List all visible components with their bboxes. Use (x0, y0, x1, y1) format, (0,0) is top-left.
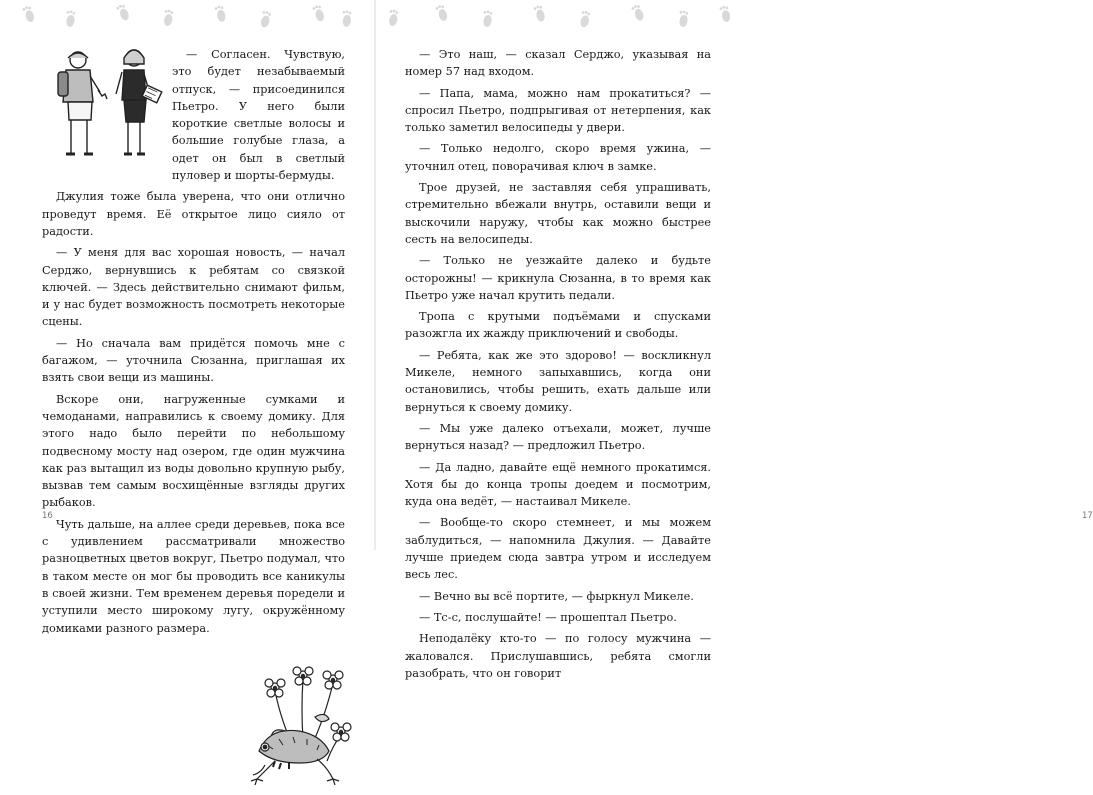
illustration-two-friends (38, 46, 166, 166)
page-number: 17 (1082, 511, 1093, 521)
paragraph: Вскоре они, нагруженные сумками и чемоданами, направились к своему домику. Для этого надо было перейти по небольшому подвесному мосту над озером, где один мужчина как раз вытащил из воды довольно крупную рыбу, вызвав тем самым восхищённые взгляды других рыбаков. (42, 392, 345, 510)
left-page-text (42, 46, 345, 795)
paragraph: — Только не уезжайте далеко и будьте осторожны! — крикнула Сюзанна, в то время как Пьетро уже начал крутить педали. (405, 254, 711, 302)
paragraph: — Вечно вы всё портите, — фыркнул Микеле. (419, 589, 694, 603)
footprints-decoration (14, 4, 359, 26)
right-page-text (405, 46, 711, 686)
page-number: 16 (42, 511, 53, 521)
paragraph: — Согласен. Чувствую, это будет незабываемый отпуск, — присоединился Пьетро. У него были короткие светлые волосы и большие голубые глаза, а одет он был в светлый пуловер и шорты-бермуды. (172, 48, 345, 183)
paragraph: Джулия тоже была уверена, что они отлично проведут время. Её открытое лицо сияло от радости. (42, 190, 345, 238)
illustration-frog-with-flowers (245, 661, 353, 793)
paragraph: — Это наш, — сказал Серджо, указывая на номер 57 над входом. (405, 48, 711, 79)
paragraph: — У меня для вас хорошая новость, — начал Серджо, вернувшись к ребятам со связкой ключей. — Здесь действительно снимают фильм, и у нас будет возможность посмотреть некоторые сцены. (42, 246, 345, 329)
paragraph: — Только недолго, скоро время ужина, — уточнил отец, поворачивая ключ в замке. (405, 142, 711, 173)
paragraph: — Папа, мама, можно нам прокатиться? — спросил Пьетро, подпрыгивая от нетерпения, как только заметил велосипеды у двери. (405, 86, 711, 135)
paragraph: Тропа с крутыми подъёмами и спусками разожгла их жажду приключений и свободы. (405, 310, 711, 341)
paragraph: — Мы уже далеко отъехали, может, лучше вернуться назад? — предложил Пьетро. (405, 421, 711, 453)
paragraph: Чуть дальше, на аллее среди деревьев, пока все с удивлением рассматривали множество разноцветных цветов вокруг, Пьетро подумал, что в таком месте он мог бы проводить все каникулы в своей жизни. Тем временем деревья поредели и уступили место широкому лугу, окружённому домиками разного размера. (42, 517, 345, 635)
paragraph: Неподалёку кто-то — по голосу мужчина — жаловался. Прислушавшись, ребята смогли разобрать, что он говорит (405, 632, 711, 680)
paragraph: — Ребята, как же это здорово! — воскликнул Микеле, немного запыхавшись, когда они остановились, чтобы решить, ехать дальше или вернуться к своему домику. (405, 348, 711, 414)
right-page (375, 0, 1093, 680)
paragraph: — Да ладно, давайте ещё немного прокатимся. Хотя бы до конца тропы доедем и посмотрим, куда она ведёт, — настаивал Микеле. (405, 460, 711, 509)
footprints-decoration (383, 4, 738, 26)
left-page (0, 0, 375, 635)
paragraph: — Тс-с, послушайте! — прошептал Пьетро. (419, 610, 677, 624)
paragraph: — Вообще-то скоро стемнеет, и мы можем заблудиться, — напомнила Джулия. — Давайте лучше приедем сюда завтра утром и исследуем весь лес. (405, 516, 711, 582)
paragraph: Трое друзей, не заставляя себя упрашивать, стремительно вбежали внутрь, оставили вещи и выскочили наружу, чтобы как можно быстрее сесть на велосипеды. (405, 181, 711, 246)
paragraph: — Но сначала вам придётся помочь мне с багажом, — уточнила Сюзанна, приглашая их взять свои вещи из машины. (42, 336, 345, 385)
